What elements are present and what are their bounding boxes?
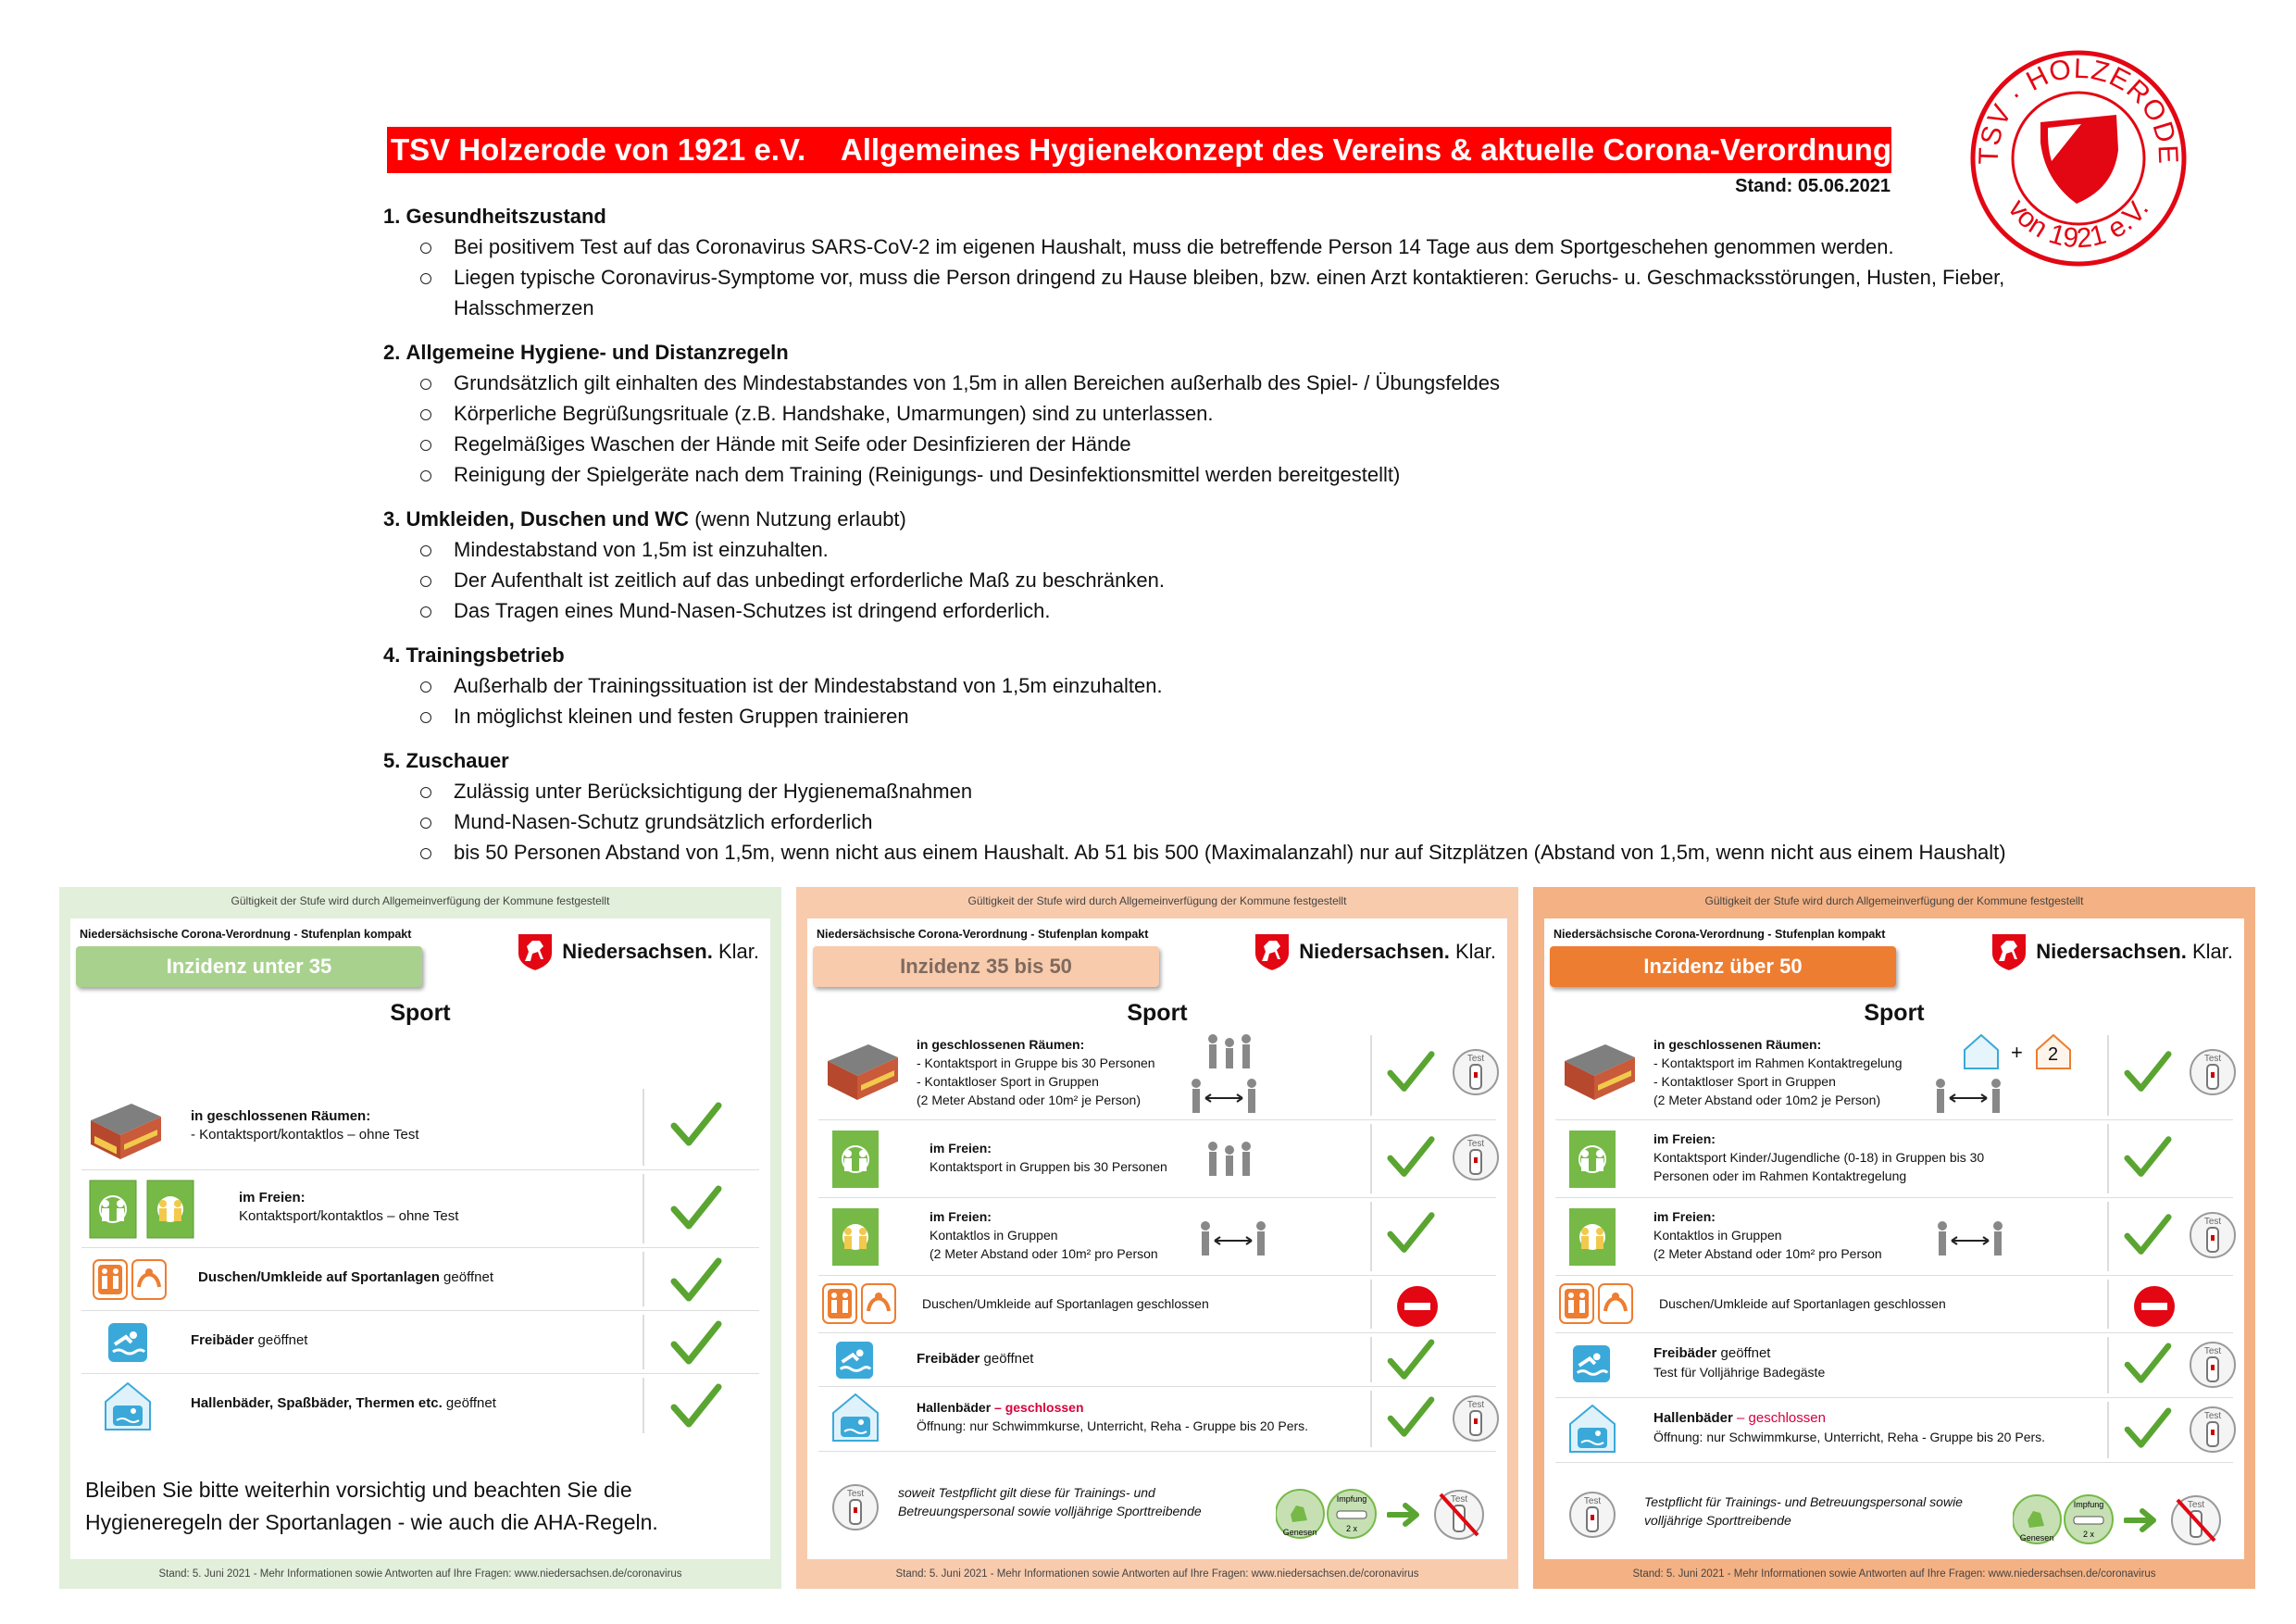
arrow-right-icon: [1387, 1502, 1422, 1528]
section-title: [383, 338, 2096, 368]
section-number: 1.: [383, 205, 401, 228]
row-text: Personen oder im Rahmen Kontaktregelung: [1653, 1168, 1907, 1183]
svg-text:Test: Test: [2203, 1054, 2222, 1064]
table-row: [81, 1248, 759, 1311]
svg-text:Impfung: Impfung: [2073, 1500, 2104, 1509]
section-title: [383, 505, 2096, 534]
section-title: [383, 641, 2096, 670]
section-number: 2.: [383, 341, 401, 364]
test-icon: [831, 1483, 880, 1531]
table-row: [1555, 1398, 2233, 1463]
building-icon: [1559, 1035, 1639, 1102]
row-text: (2 Meter Abstand oder 10m2 je Person): [1653, 1093, 1881, 1107]
panel-footer: Stand: 5. Juni 2021 - Mehr Informationen sowie Antworten auf Ihre Fragen: www.niedersachsen.de/coronavirus: [895, 1568, 1419, 1580]
checkmark-icon: [670, 1185, 722, 1231]
checkmark-icon: [1387, 1050, 1435, 1094]
table-row: [81, 1374, 759, 1437]
arrow-right-icon: [2124, 1507, 2159, 1533]
test-obligation-note: Testpflicht für Trainings- und Betreuungspersonal sowie volljährige Sporttreibende: [1644, 1494, 1963, 1528]
row-text: Kontaktlos in Gruppen: [1653, 1228, 1782, 1243]
sport-heading: Sport: [390, 1000, 451, 1026]
svg-text:Test: Test: [846, 1489, 865, 1499]
shower-changing-icon: [822, 1283, 896, 1324]
outdoor-field-icon: [831, 1207, 880, 1267]
building-icon: [822, 1035, 902, 1102]
stage-panel-35-50: [796, 887, 1518, 1589]
stage-panel-over-50: [1533, 887, 2255, 1589]
section-number: 5.: [383, 749, 401, 772]
list-item: Außerhalb der Trainingssituation ist der Mindestabstand von 1,5m einzuhalten.: [383, 670, 2096, 701]
group-people-icon: [1202, 1141, 1257, 1178]
list-item: Körperliche Begrüßungsrituale (z.B. Handshake, Umarmungen) sind zu unterlassen.: [383, 398, 2096, 429]
svg-text:Test: Test: [1466, 1400, 1485, 1410]
test-icon: [1452, 1394, 1500, 1443]
no-test-icon: [1433, 1489, 1485, 1541]
brand-light: Klar.: [1454, 940, 1496, 963]
table-row: [818, 1198, 1496, 1276]
outro-text: Bleiben Sie bitte weiterhin vorsichtig und beachten Sie die Hygieneregeln der Sportanlagen - wie auch die AHA-Regeln.: [85, 1478, 658, 1534]
row-title: in geschlossenen Räumen:: [917, 1037, 1085, 1052]
svg-text:Genesen: Genesen: [1282, 1528, 1317, 1537]
row-text: Duschen/Umkleide auf Sportanlagen geschlossen: [1659, 1296, 1946, 1311]
test-icon: [2189, 1048, 2237, 1096]
no-test-icon: [2170, 1494, 2222, 1546]
list-item: Grundsätzlich gilt einhalten des Mindestabstandes von 1,5m in allen Bereichen außerhalb des Spiel- / Übungsfeldes: [383, 368, 2096, 398]
brand-light: Klar.: [2191, 940, 2233, 963]
brand-bold: Niedersachsen.: [2036, 940, 2187, 963]
list-item: bis 50 Personen Abstand von 1,5m, wenn nicht aus einem Haushalt. Ab 51 bis 500 (Maximalanzahl) nur auf Sitzplätzen (Abstand von 1,5m, wenn nicht aus einem Haushalt): [383, 837, 2096, 868]
section-title-bold: Gesundheitszustand: [406, 205, 606, 228]
section-title-bold: Allgemeine Hygiene- und Distanzregeln: [406, 341, 789, 364]
row-title: im Freien:: [930, 1141, 992, 1156]
incidence-badge: Inzidenz über 50: [1550, 946, 1896, 987]
brand-bold: Niedersachsen.: [1299, 940, 1450, 963]
validity-note: Gültigkeit der Stufe wird durch Allgemeinverfügung der Kommune festgestellt: [967, 894, 1347, 907]
test-icon: [1452, 1133, 1500, 1181]
row-title: Freibäder: [191, 1332, 255, 1348]
section-number: 3.: [383, 507, 401, 531]
page-title: Allgemeines Hygienekonzept des Vereins & aktuelle Corona-Verordnung: [840, 132, 1891, 167]
distance-people-icon: [1933, 1078, 2003, 1115]
incidence-badge: Inzidenz 35 bis 50: [813, 946, 1159, 987]
svg-text:Genesen: Genesen: [2019, 1533, 2054, 1543]
test-obligation-note: soweit Testpflicht gilt diese für Trainings- und Betreuungspersonal sowie volljährige Sporttreibende: [898, 1485, 1202, 1518]
niedersachsen-crest-icon: [516, 931, 555, 972]
plus-sign: +: [2011, 1041, 2023, 1064]
niedersachsen-brand: [516, 931, 759, 972]
checkmark-icon: [1387, 1396, 1435, 1439]
list-item: Regelmäßiges Waschen der Hände mit Seife oder Desinfizieren der Hände: [383, 429, 2096, 459]
svg-text:2 x: 2 x: [1345, 1524, 1358, 1533]
outdoor-field-icon: [1568, 1130, 1616, 1189]
outdoor-field-icon: [831, 1130, 880, 1189]
indoor-pool-icon: [102, 1380, 154, 1431]
section: [383, 641, 2096, 731]
indoor-pool-icon: [1566, 1402, 1618, 1454]
svg-text:Test: Test: [1466, 1054, 1485, 1064]
test-icon: [2189, 1341, 2237, 1389]
outdoor-field-icon: [1568, 1207, 1616, 1267]
row-text: (2 Meter Abstand oder 10m² pro Person: [930, 1246, 1158, 1261]
table-row: [81, 1311, 759, 1374]
stand-date: Stand: 05.06.2021: [1735, 176, 1890, 196]
row-title: im Freien:: [930, 1209, 992, 1224]
validity-note: Gültigkeit der Stufe wird durch Allgemeinverfügung der Kommune festgestellt: [231, 894, 610, 907]
row-text: (2 Meter Abstand oder 10m² pro Person: [1653, 1246, 1882, 1261]
checkmark-icon: [1387, 1135, 1435, 1180]
row-text: Test für Volljährige Badegäste: [1653, 1365, 1826, 1380]
hygiene-sections: [383, 202, 2096, 882]
row-text: geöffnet: [1716, 1345, 1771, 1361]
table-row: [818, 1333, 1496, 1387]
svg-text:Impfung: Impfung: [1336, 1494, 1367, 1504]
section-suffix: (wenn Nutzung erlaubt): [689, 507, 906, 531]
row-text: - Kontaktloser Sport in Gruppen: [1653, 1074, 1836, 1089]
row-text: Duschen/Umkleide auf Sportanlagen geschlossen: [922, 1296, 1209, 1311]
row-text: Öffnung: nur Schwimmkurse, Unterricht, Reha - Gruppe bis 20 Pers.: [917, 1418, 1309, 1433]
row-title: Hallenbäder, Spaßbäder, Thermen etc.: [191, 1395, 443, 1411]
group-people-icon: [1202, 1033, 1257, 1070]
recovered-vaccinated-icon: [2013, 1493, 2115, 1546]
stop-icon: [1396, 1285, 1439, 1328]
section-title-bold: Zuschauer: [406, 749, 509, 772]
checkmark-icon: [670, 1320, 722, 1367]
distance-people-icon: [1189, 1078, 1259, 1115]
row-text: - Kontaktsport in Gruppe bis 30 Personen: [917, 1056, 1155, 1070]
niedersachsen-crest-icon: [1253, 931, 1292, 972]
checkmark-icon: [2124, 1407, 2172, 1450]
brand-light: Klar.: [718, 940, 759, 963]
swimming-pool-icon: [835, 1341, 874, 1380]
row-text: geöffnet: [980, 1351, 1034, 1367]
test-icon: [2189, 1405, 2237, 1454]
household-count: 2: [2048, 1044, 2059, 1065]
section-title: [383, 202, 2096, 231]
row-title: im Freien:: [239, 1190, 306, 1206]
logo-top-text: TSV · HOLZERODE: [1973, 53, 2184, 166]
panel-footer: Stand: 5. Juni 2021 - Mehr Informationen sowie Antworten auf Ihre Fragen: www.niedersachsen.de/coronavirus: [158, 1568, 682, 1580]
shower-changing-icon: [1559, 1283, 1633, 1324]
table-row: [1555, 1031, 2233, 1120]
test-icon: [1568, 1491, 1616, 1539]
table-row: [818, 1387, 1496, 1452]
table-row: [818, 1276, 1496, 1333]
validity-note: Gültigkeit der Stufe wird durch Allgemeinverfügung der Kommune festgestellt: [1704, 894, 2084, 907]
row-text: Kontaktlos in Gruppen: [930, 1228, 1058, 1243]
row-title: in geschlossenen Räumen:: [191, 1108, 371, 1124]
sport-heading: Sport: [1127, 1000, 1188, 1026]
swimming-pool-icon: [1572, 1344, 1611, 1383]
row-text: geöffnet: [439, 1269, 494, 1285]
test-icon: [1452, 1048, 1500, 1096]
table-row: [1555, 1120, 2233, 1198]
row-text: (2 Meter Abstand oder 10m² je Person): [917, 1093, 1142, 1107]
recovered-vaccinated-icon: [1276, 1487, 1378, 1541]
stage-panel-under-35: [59, 887, 781, 1589]
list-item: Der Aufenthalt ist zeitlich auf das unbedingt erforderliche Maß zu beschränken.: [383, 565, 2096, 595]
row-title: Freibäder: [1653, 1345, 1717, 1361]
svg-text:Test: Test: [2187, 1500, 2205, 1510]
svg-text:Test: Test: [2203, 1411, 2222, 1421]
outdoor-field-icon: [146, 1180, 194, 1239]
niedersachsen-crest-icon: [1990, 931, 2028, 972]
closed-label: – geschlossen: [1732, 1410, 1826, 1426]
section: [383, 505, 2096, 626]
list-item: Bei positivem Test auf das Coronavirus SARS-CoV-2 im eigenen Haushalt, muss die betreffende Person 14 Tage aus dem Sportgeschehen genommen werden.: [383, 231, 2096, 262]
panel-subtitle: Niedersächsische Corona-Verordnung - Stufenplan kompakt: [80, 928, 412, 941]
list-item: Mindestabstand von 1,5m ist einzuhalten.: [383, 534, 2096, 565]
checkmark-icon: [2124, 1050, 2172, 1094]
row-title: Duschen/Umkleide auf Sportanlagen: [198, 1269, 440, 1285]
row-title: Hallenbäder: [1653, 1410, 1733, 1426]
svg-text:Test: Test: [1583, 1496, 1602, 1506]
swimming-pool-icon: [107, 1322, 148, 1363]
section-number: 4.: [383, 643, 401, 667]
table-row: [818, 1031, 1496, 1120]
list-item: Das Tragen eines Mund-Nasen-Schutzes ist dringend erforderlich.: [383, 595, 2096, 626]
table-row: [81, 1085, 759, 1170]
indoor-pool-icon: [830, 1391, 881, 1443]
incidence-badge: Inzidenz unter 35: [76, 946, 422, 987]
table-row: [81, 1170, 759, 1248]
panel-subtitle: Niedersächsische Corona-Verordnung - Stufenplan kompakt: [1554, 928, 1886, 941]
table-row: [1555, 1276, 2233, 1333]
list-item: Zulässig unter Berücksichtigung der Hygienemaßnahmen: [383, 776, 2096, 806]
section: [383, 338, 2096, 490]
test-icon: [2189, 1211, 2237, 1259]
checkmark-icon: [2124, 1213, 2172, 1257]
table-row: [1555, 1198, 2233, 1276]
section-title-bold: Umkleiden, Duschen und WC: [406, 507, 690, 531]
row-title: Hallenbäder: [917, 1400, 992, 1415]
checkmark-icon: [1387, 1211, 1435, 1255]
list-item: Mund-Nasen-Schutz grundsätzlich erforderlich: [383, 806, 2096, 837]
panel-subtitle: Niedersächsische Corona-Verordnung - Stufenplan kompakt: [817, 928, 1149, 941]
list-item: Liegen typische Coronavirus-Symptome vor, muss die Person dringend zu Hause bleiben, bzw. einen Arzt kontaktieren: Geruchs- u. Geschmacksstörungen, Husten, Fieber, Halsschmerzen: [383, 262, 2096, 323]
row-title: im Freien:: [1653, 1209, 1716, 1224]
checkmark-icon: [2124, 1343, 2172, 1385]
section-title-bold: Trainingsbetrieb: [406, 643, 565, 667]
household-icon: [1961, 1033, 2002, 1070]
row-text: Öffnung: nur Schwimmkurse, Unterricht, Reha - Gruppe bis 20 Pers.: [1653, 1430, 2046, 1444]
list-item: Reinigung der Spielgeräte nach dem Training (Reinigungs- und Desinfektionsmittel werden bereitgestellt): [383, 459, 2096, 490]
checkmark-icon: [1387, 1339, 1435, 1381]
section-title: [383, 746, 2096, 776]
svg-text:Test: Test: [1466, 1139, 1485, 1149]
row-text: Kontaktsport in Gruppen bis 30 Personen: [930, 1159, 1167, 1174]
building-icon: [85, 1094, 165, 1161]
row-title: in geschlossenen Räumen:: [1653, 1037, 1822, 1052]
panel-footer: Stand: 5. Juni 2021 - Mehr Informationen sowie Antworten auf Ihre Fragen: www.niedersachsen.de/coronavirus: [1632, 1568, 2156, 1580]
svg-text:2 x: 2 x: [2082, 1530, 2095, 1539]
svg-text:Test: Test: [2203, 1346, 2222, 1356]
shower-changing-icon: [93, 1259, 167, 1300]
checkmark-icon: [670, 1257, 722, 1304]
row-text: Kontaktsport/kontaktlos – ohne Test: [239, 1208, 459, 1224]
stop-icon: [2133, 1285, 2176, 1328]
svg-text:Test: Test: [2203, 1217, 2222, 1227]
distance-people-icon: [1198, 1220, 1268, 1257]
table-row: [1555, 1333, 2233, 1398]
section: [383, 746, 2096, 868]
niedersachsen-brand: [1990, 931, 2233, 972]
row-text: geöffnet: [442, 1395, 496, 1411]
outdoor-field-icon: [89, 1180, 137, 1239]
checkmark-icon: [2124, 1135, 2172, 1180]
row-text: - Kontaktloser Sport in Gruppen: [917, 1074, 1099, 1089]
row-title: Freibäder: [917, 1351, 980, 1367]
row-title: im Freien:: [1653, 1131, 1716, 1146]
sport-heading: Sport: [1864, 1000, 1925, 1026]
closed-label: – geschlossen: [991, 1400, 1084, 1415]
row-text: - Kontaktsport/kontaktlos – ohne Test: [191, 1127, 419, 1143]
brand-bold: Niedersachsen.: [562, 940, 713, 963]
row-text: geöffnet: [254, 1332, 308, 1348]
checkmark-icon: [670, 1102, 722, 1148]
section: [383, 202, 2096, 323]
club-name: TSV Holzerode von 1921 e.V.: [391, 132, 806, 167]
table-row: [818, 1120, 1496, 1198]
checkmark-icon: [670, 1383, 722, 1430]
row-text: - Kontaktsport im Rahmen Kontaktregelung: [1653, 1056, 1903, 1070]
niedersachsen-brand: [1253, 931, 1496, 972]
distance-people-icon: [1935, 1220, 2005, 1257]
svg-text:Test: Test: [1450, 1494, 1468, 1505]
row-text: Kontaktsport Kinder/Jugendliche (0-18) in Gruppen bis 30: [1653, 1150, 1985, 1165]
title-bar: [387, 127, 1891, 173]
logo-bottom-text: von 1921 e.V.: [2002, 194, 2155, 255]
list-item: In möglichst kleinen und festen Gruppen trainieren: [383, 701, 2096, 731]
